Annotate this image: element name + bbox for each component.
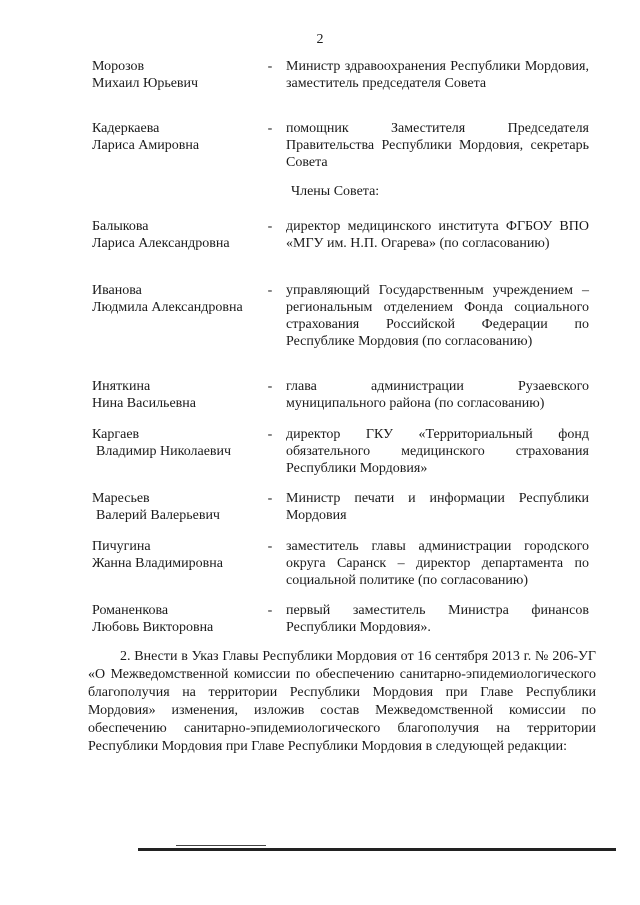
members-heading: Члены Совета: xyxy=(291,184,380,199)
member-name xyxy=(92,120,267,154)
member-given-names: Лариса Александровна xyxy=(92,236,230,251)
member-surname: Балыкова xyxy=(92,219,149,234)
separator-dash: - xyxy=(267,491,273,506)
member-given-names: Нина Васильевна xyxy=(92,396,196,411)
member-given-names: Жанна Владимировна xyxy=(92,556,223,571)
member-name xyxy=(92,490,267,524)
member-role: первый заместитель Министра финансов Республики Мордовия». xyxy=(286,603,589,635)
member-given-names: Людмила Александровна xyxy=(92,300,243,315)
separator-dash: - xyxy=(267,427,273,442)
page-number: 2 xyxy=(316,32,324,47)
member-surname: Романенкова xyxy=(92,603,169,618)
separator-dash: - xyxy=(267,283,273,298)
member-surname: Кадеркаева xyxy=(92,121,160,136)
member-surname: Пичугина xyxy=(92,539,151,554)
separator-dash: - xyxy=(267,603,273,618)
member-given-names: Валерий Валерьевич xyxy=(96,508,220,523)
footer-rule xyxy=(138,848,616,851)
member-role: Министр печати и информации Республики Мордовия xyxy=(286,491,589,523)
decree-paragraph-2: 2. Внести в Указ Главы Республики Мордовия от 16 сентября 2013 г. № 206-УГ «О Межведомственной комиссии по обеспечению санитарно-эпидемиологического благополучия на территории Республики Мордовия при Главе Республики Мордовия» изменения, изложив состав Межведомственной комиссии по обеспечению санитарно-эпидемиологического благополучия на территории Республики Мордовия при Главе Республики Мордовия в следующей редакции: xyxy=(88,649,596,754)
footer-rule-thin xyxy=(176,845,266,846)
member-given-names: Владимир Николаевич xyxy=(96,444,232,459)
member-given-names: Лариса Амировна xyxy=(92,138,200,153)
member-role: Министр здравоохранения Республики Мордовия, заместитель председателя Совета xyxy=(286,59,589,91)
member-surname: Каргаев xyxy=(92,427,140,442)
member-role: директор ГКУ «Территориальный фонд обязательного медицинского страхования Республики Мордовия» xyxy=(286,427,589,476)
member-role: помощник Заместителя Председателя Правительства Республики Мордовия, секретарь Совета xyxy=(286,121,589,170)
member-role: глава администрации Рузаевского муниципального района (по согласованию) xyxy=(286,379,589,411)
member-name xyxy=(92,58,267,92)
member-name xyxy=(92,378,267,412)
member-name xyxy=(92,602,267,636)
member-surname: Маресьев xyxy=(92,491,150,506)
member-given-names: Михаил Юрьевич xyxy=(92,76,199,91)
member-name xyxy=(92,538,267,572)
member-name xyxy=(92,218,267,252)
member-name xyxy=(92,426,267,460)
member-surname: Иняткина xyxy=(92,379,151,394)
separator-dash: - xyxy=(267,121,273,136)
member-role: управляющий Государственным учреждением – региональным отделением Фонда социального страхования Российской Федерации по Республике Мордовия (по согласованию) xyxy=(286,283,589,349)
member-surname: Иванова xyxy=(92,283,142,298)
separator-dash: - xyxy=(267,539,273,554)
member-surname: Морозов xyxy=(92,59,145,74)
separator-dash: - xyxy=(267,219,273,234)
member-given-names: Любовь Викторовна xyxy=(92,620,214,635)
member-name xyxy=(92,282,267,316)
member-role: заместитель главы администрации городского округа Саранск – директор департамента по социальной политике (по согласованию) xyxy=(286,539,589,588)
member-role: директор медицинского института ФГБОУ ВПО «МГУ им. Н.П. Огарева» (по согласованию) xyxy=(286,219,589,251)
separator-dash: - xyxy=(267,379,273,394)
separator-dash: - xyxy=(267,59,273,74)
